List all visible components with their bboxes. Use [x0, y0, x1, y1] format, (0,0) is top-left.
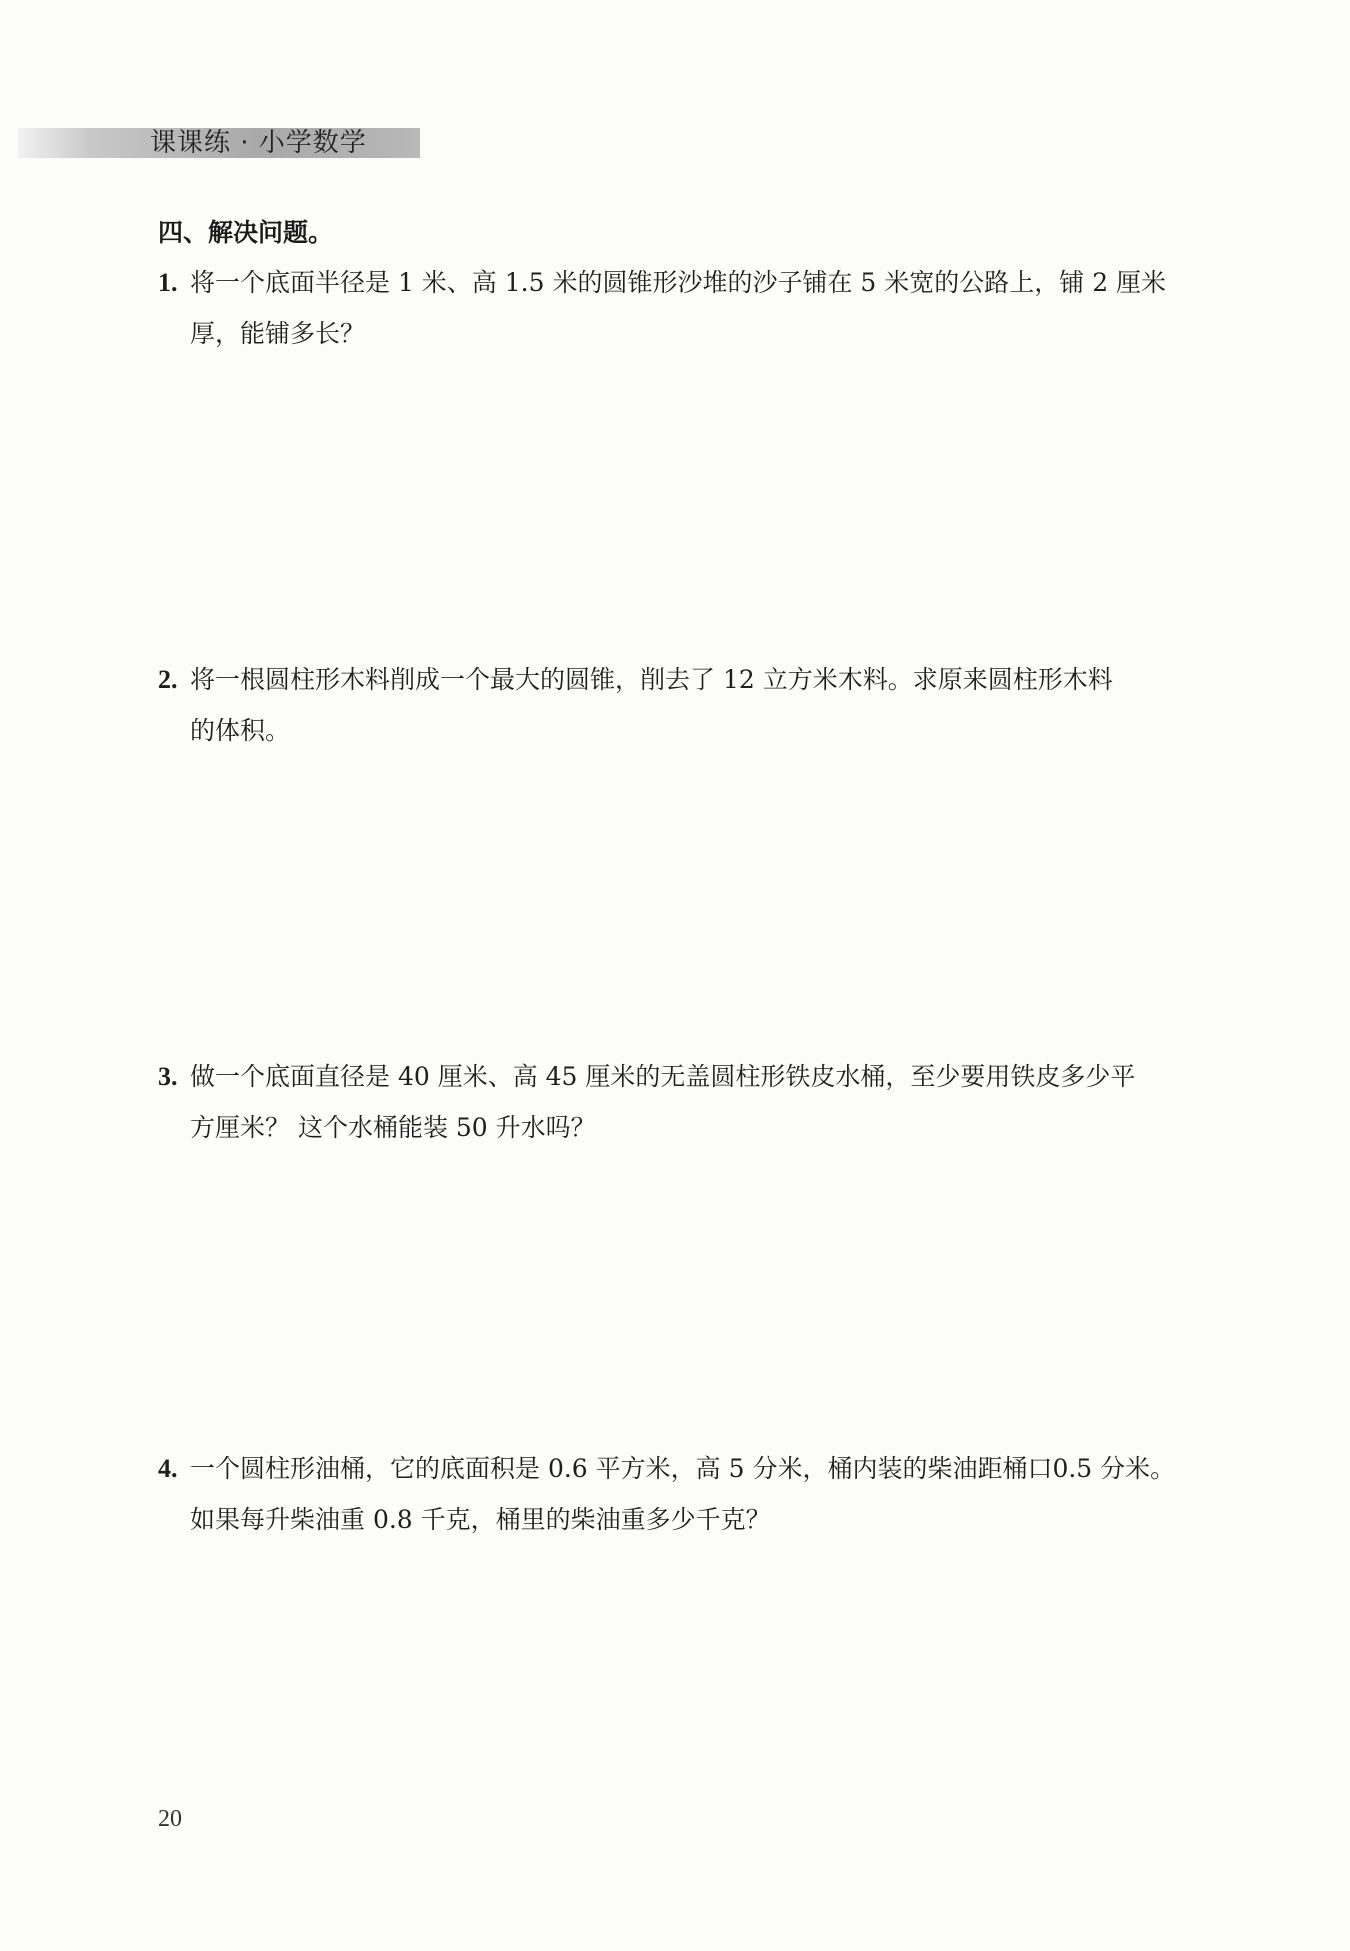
- book-title: 课课练 · 小学数学: [150, 128, 367, 158]
- question-2-text-1: 将一根圆柱形木料削成一个最大的圆锥，削去了 12 立方米木料。求原来圆柱形木料: [190, 665, 1113, 694]
- question-2-line-2: [158, 705, 1218, 756]
- question-2-text-2: 的体积。: [190, 716, 291, 745]
- question-3: [158, 1051, 1218, 1153]
- question-2-line-1: [158, 654, 1218, 705]
- question-4-number: 4.: [158, 1454, 178, 1483]
- question-2: [158, 654, 1218, 756]
- question-1-text-2: 厚，能铺多长？: [190, 319, 366, 348]
- question-1-text-1: 将一个底面半径是 1 米、高 1.5 米的圆锥形沙堆的沙子铺在 5 米宽的公路上，铺 2 厘米: [190, 268, 1167, 297]
- question-3-number: 3.: [158, 1062, 178, 1091]
- question-4: [158, 1443, 1218, 1545]
- question-3-text-1: 做一个底面直径是 40 厘米、高 45 厘米的无盖圆柱形铁皮水桶，至少要用铁皮多少平: [190, 1062, 1136, 1091]
- page-number: 20: [158, 1806, 182, 1832]
- section-title: 四、解决问题。: [158, 218, 334, 247]
- question-3-line-1: [158, 1051, 1218, 1102]
- question-1-line-1: [158, 257, 1218, 308]
- question-4-line-1: [158, 1443, 1218, 1494]
- question-3-text-2: 方厘米？ 这个水桶能装 50 升水吗？: [190, 1113, 596, 1142]
- question-1: [158, 257, 1218, 359]
- question-1-line-2: [158, 308, 1218, 359]
- question-3-line-2: [158, 1102, 1218, 1153]
- question-4-text-2: 如果每升柴油重 0.8 千克，桶里的柴油重多少千克？: [190, 1505, 771, 1534]
- question-4-text-1: 一个圆柱形油桶，它的底面积是 0.6 平方米，高 5 分米，桶内装的柴油距桶口0.5 分米。: [190, 1454, 1176, 1483]
- question-4-line-2: [158, 1494, 1218, 1545]
- question-1-number: 1.: [158, 268, 178, 297]
- question-2-number: 2.: [158, 665, 178, 694]
